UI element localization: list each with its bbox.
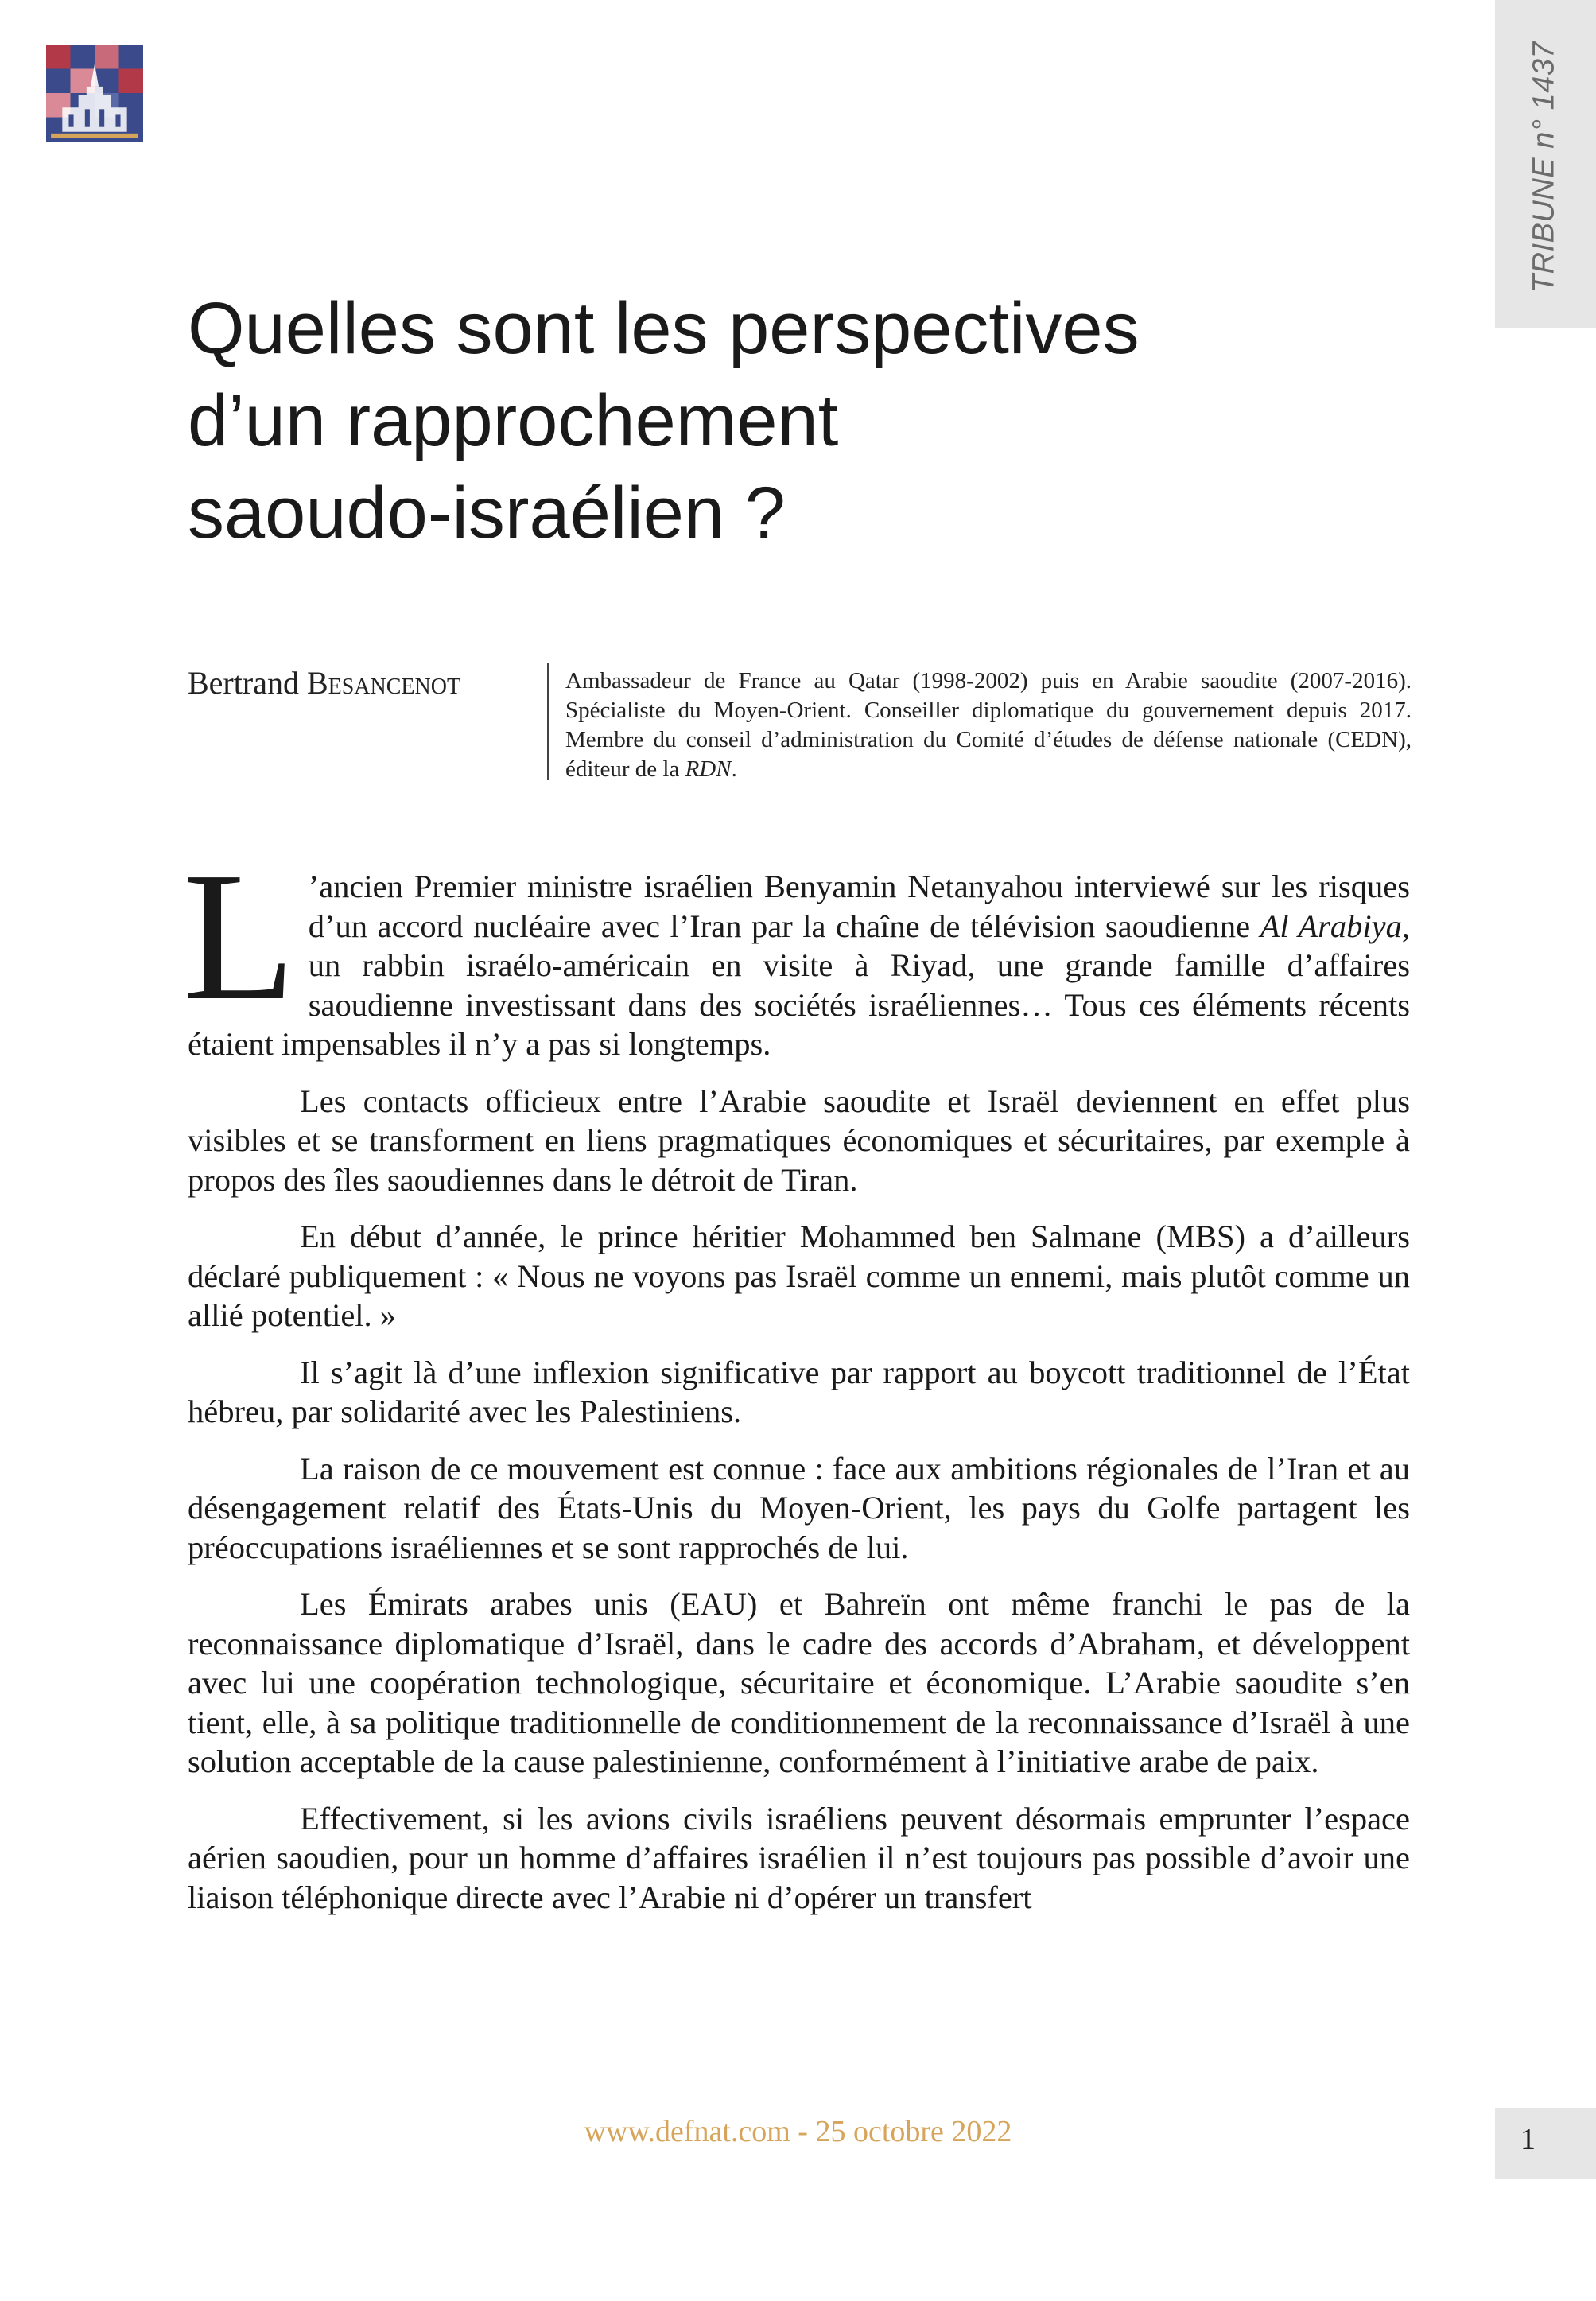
series-label: TRIBUNE n° 1437: [1527, 41, 1561, 293]
author-bio: [565, 667, 1412, 784]
publisher-logo: [46, 45, 143, 142]
title-line: Quelles sont les perspectives: [188, 288, 1140, 369]
paragraph: Effectivement, si les avions civils israéliens peuvent désormais emprunter l’espace aérien saoudien, pour un homme d’affaires israélien il n’est toujours pas possible d’avoir une liaison téléphonique directe avec l’Arabie ni d’opérer un transfert: [188, 1800, 1410, 1915]
paragraph-text: ’ancien Premier ministre israélien Benyamin Netanyahou interviewé sur les risques d’un accord nucléaire avec l’Iran par la chaîne de télévision saoudienne: [308, 869, 1410, 944]
author-bio-text: Ambassadeur de France au Qatar (1998-2002) puis en Arabie saoudite (2007-2016). Spécialiste du Moyen-Orient. Conseiller diplomatique du gouvernement depuis 2017. Membre du conseil d’administration du Comité d’études de défense nationale (CEDN), éditeur de la: [565, 668, 1412, 782]
paragraph: La raison de ce mouvement est connue : face aux ambitions régionales de l’Iran et au désengagement relatif des États-Unis du Moyen-Orient, les pays du Golfe partagent les préoccupations israéliennes et se sont rapprochés de lui.: [188, 1450, 1410, 1565]
title-line: saoudo-israélien ?: [188, 472, 786, 554]
article-title: [188, 282, 1460, 559]
article-body: [183, 834, 1410, 1934]
paragraph: Les Émirats arabes unis (EAU) et Bahreïn ont même franchi le pas de la reconnaissance diplomatique d’Israël, dans le cadre des accords d’Abraham, et développent avec lui une coopération technologique, sécuritaire et économique. L’Arabie saoudite s’en tient, elle, à sa politique traditionnelle de conditionnement de la reconnaissance d’Israël à une solution acceptable de la cause palestinienne, conformément à l’initiative arabe de paix.: [188, 1586, 1410, 1779]
author-name: [188, 664, 460, 702]
paragraph: Les contacts officieux entre l’Arabie saoudite et Israël deviennent en effet plus visibles et se transforment en liens pragmatiques économiques et sécuritaires, par exemple à propos des îles saoudiennes dans le détroit de Tiran.: [188, 1082, 1410, 1198]
author-bio-italic: RDN: [685, 756, 732, 782]
cedn-building-logo-icon: [46, 45, 143, 142]
page-number: 1: [1520, 2123, 1536, 2156]
author-bio-end: .: [731, 756, 737, 782]
drop-cap: L: [183, 834, 296, 1039]
author-first-name: Bertrand: [188, 665, 307, 701]
title-line: d’un rapprochement: [188, 380, 839, 461]
paragraph-text: , un rabbin israélo-américain en visite à Riyad, une grande famille d’affaires saoudienne investissant dans des sociétés israéliennes… Tous ces éléments récents étaient impensables il n’y a pas si longtemps.: [188, 908, 1410, 1062]
author-surname: Besancenot: [306, 665, 461, 701]
paragraph: [183, 834, 1410, 1064]
paragraph: En début d’année, le prince héritier Mohammed ben Salmane (MBS) a d’ailleurs déclaré publiquement : « Nous ne voyons pas Israël comme un ennemi, mais plutôt comme un allié potentiel. »: [188, 1219, 1410, 1333]
footer-source[interactable]: www.defnat.com - 25 octobre 2022: [584, 2115, 1012, 2148]
page-number-tab: [1495, 2108, 1596, 2179]
paragraph-italic: Al Arabiya: [1260, 908, 1402, 944]
author-bio-divider: [547, 663, 549, 780]
paragraph: Il s’agit là d’une inflexion significative par rapport au boycott traditionnel de l’État hébreu, par solidarité avec les Palestiniens.: [188, 1354, 1410, 1429]
